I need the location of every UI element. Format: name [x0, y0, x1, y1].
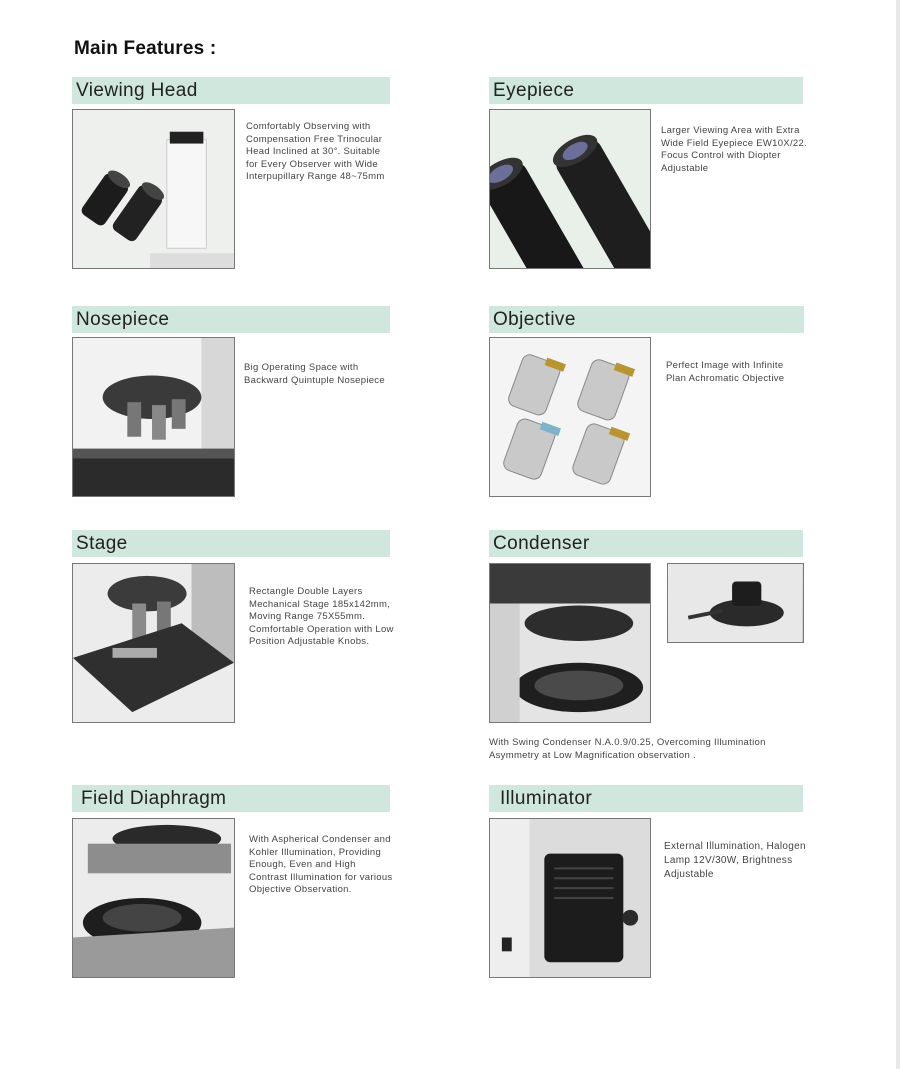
illuminator-description: External Illumination, Halogen Lamp 12V/30W, Brightness Adjustable	[664, 841, 806, 880]
page-edge	[896, 0, 900, 1069]
nosepiece-heading: Nosepiece	[72, 306, 390, 333]
stage-heading: Stage	[72, 530, 390, 557]
objective-description: Perfect Image with Infinite Plan Achromatic Objective	[666, 360, 785, 384]
condenser-heading: Condenser	[489, 530, 803, 557]
objectives-photo-icon	[489, 337, 651, 497]
condenser-detail-photo-icon	[667, 563, 804, 643]
eyepiece-description: Larger Viewing Area with Extra Wide Field Eyepiece EW10X/22. Focus Control with Diopter Adjustable	[661, 125, 807, 174]
trinocular-head-photo-icon	[72, 109, 235, 269]
illuminator-photo-icon	[489, 818, 651, 978]
objective-heading: Objective	[489, 306, 804, 333]
nosepiece-description: Big Operating Space with Backward Quintuple Nosepiece	[244, 362, 385, 386]
condenser-photo-icon	[489, 563, 651, 723]
viewing-head-description: Comfortably Observing with Compensation Free Trinocular Head Inclined at 30°. Suitable for Every Observer with Wide Interpupillary Range 48~75mm	[246, 121, 385, 182]
field-diaphragm-description: With Aspherical Condenser and Kohler Illumination, Providing Enough, Even and High Contrast Illumination for various Objective Observation.	[249, 834, 393, 895]
field-diaphragm-heading: Field Diaphragm	[72, 785, 390, 812]
nosepiece-photo-icon	[72, 337, 235, 497]
field-diaphragm-photo-icon	[72, 818, 235, 978]
eyepiece-heading: Eyepiece	[489, 77, 803, 104]
stage-photo-icon	[72, 563, 235, 723]
stage-description: Rectangle Double Layers Mechanical Stage 185x142mm, Moving Range 75X55mm. Comfortable Operation with Low Position Adjustable Knobs.	[249, 586, 394, 647]
page-title: Main Features :	[74, 38, 217, 59]
eyepiece-photo-icon	[489, 109, 651, 269]
illuminator-heading: Illuminator	[489, 785, 803, 812]
condenser-description: With Swing Condenser N.A.0.9/0.25, Overcoming Illumination Asymmetry at Low Magnification observation .	[489, 737, 766, 761]
viewing-head-heading: Viewing Head	[72, 77, 390, 104]
